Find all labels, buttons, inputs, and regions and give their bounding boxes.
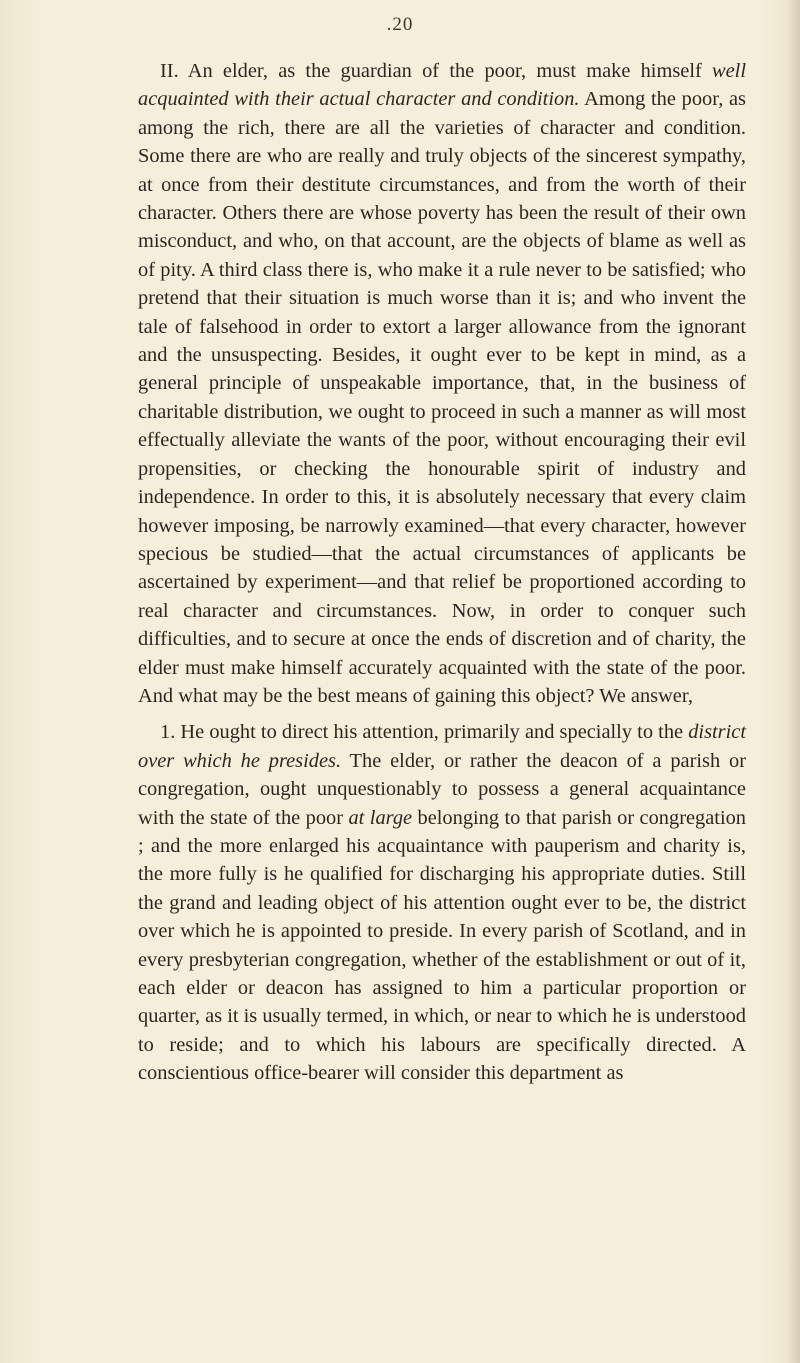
paragraph-section-ii [138, 57, 746, 710]
paragraph-body: The elder, or rather the deacon of a parish or congregation, ought unquestionably to possess a general acquaintance with the state of the poor [138, 749, 747, 829]
italic-heading: district over which he presides. [138, 721, 746, 772]
paragraph-lead: 1. He ought to direct his attention, primarily and specially to the [160, 721, 689, 744]
italic-phrase: at large [348, 806, 413, 829]
paragraph-body: Among the poor, as among the rich, there are all the varieties of character and condition. Some there are who are really and truly objects of the sincerest sympathy, at once from their destitute circumstances, and from the worth of their character. Others there are whose poverty has been the result of their own misconduct, and who, on that account, are the objects of blame as well as of pity. A third class there is, who make it a rule never to be satisfied; who pretend that their situation is much worse than it is; and who invent the tale of falsehood in order to extort a larger allowance from the ignorant and the unsuspecting. Besides, it ought ever to be kept in mind, as a general principle of unspeakable importance, that, in the business of charitable distribution, we ought to proceed in such a manner as will most effectually alleviate the wants of the poor, without encouraging their evil propensities, or checking the honourable spirit of industry and independence. In order to this, it is absolutely necessary that every claim however imposing, be narrowly examined—that every character, however specious be studied—that the actual circumstances of applicants be ascertained by experiment—and that relief be proportioned according to real character and circumstances. Now, in order to conquer such difficulties, and to secure at once the ends of discretion and of charity, the elder must make himself accurately acquainted with the state of the poor. And what may be the best means of gaining this object? We answer, [138, 88, 746, 707]
paragraph-body-continued: belonging to that parish or congregation ; and the more enlarged his acquaintance with pauperism and charity is, the more fully is he qualified for discharging his appropriate duties. Still the grand and leading object of his attention ought ever to be, the district over which he is appointed to preside. In every parish of Scotland, and in every presbyterian congregation, whether of the establishment or out of it, each elder or deacon has assigned to him a particular proportion or quarter, as it is usually termed, in which, or near to which he is understood to reside; and to which his labours are specifically directed. A conscientious office-bearer will consider this department as [138, 806, 746, 1085]
page-number: .20 [386, 14, 414, 35]
italic-heading: well acquainted with their actual character and condition. [138, 60, 746, 111]
page-edge-shadow [786, 0, 800, 1363]
body-text [138, 57, 746, 1088]
paragraph-lead: II. An elder, as the guardian of the poor, must make himself [160, 60, 713, 82]
paragraph-point-1 [138, 718, 746, 1087]
